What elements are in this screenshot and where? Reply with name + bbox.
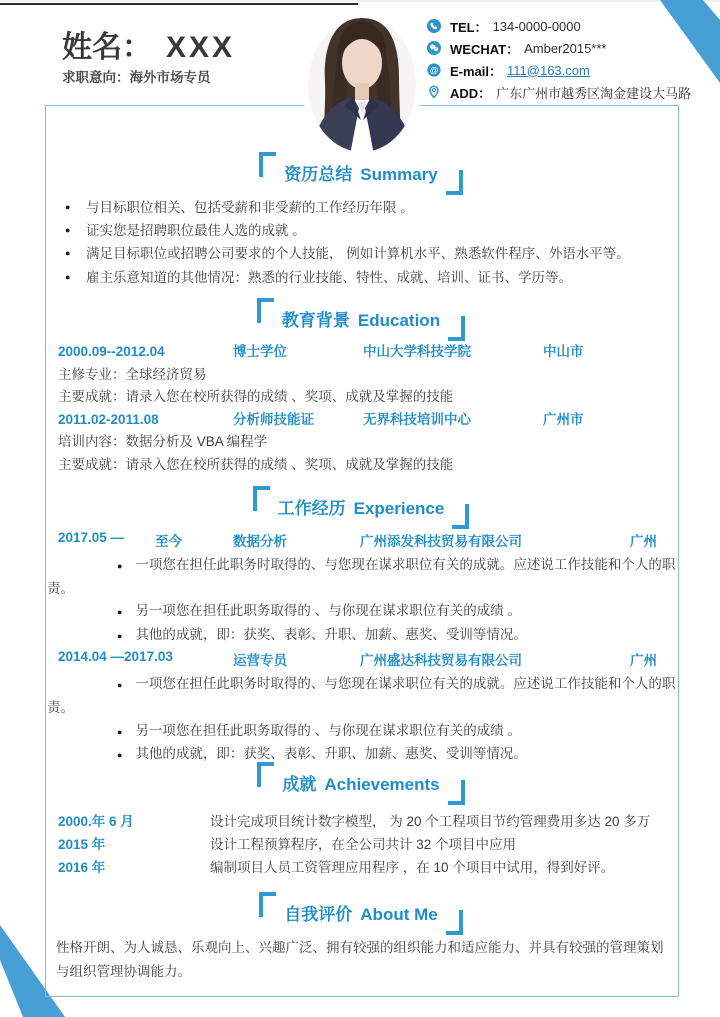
experience-role: 运营专员 xyxy=(233,653,287,669)
summary-title-en: Summary xyxy=(360,165,438,184)
education-period: 2000.09--2012.04 xyxy=(58,344,165,359)
summary-bullet: ● 与目标职位相关、包括受薪和非受薪的工作经历年限 。 xyxy=(65,196,697,219)
contact-block xyxy=(427,15,691,103)
experience-title-zh: 工作经历 xyxy=(277,499,346,518)
experience-entry-head xyxy=(45,530,677,554)
experience-title xyxy=(253,486,470,529)
experience-bullet: ● 一项您在担任此职务时取得的、与您现在谋求职位有关的成就。应述说工作技能和个人的职责。 xyxy=(45,673,677,719)
contact-row-email xyxy=(427,59,691,81)
section-about-header xyxy=(45,892,677,935)
section-education-header xyxy=(45,298,677,341)
education-city: 广州市 xyxy=(543,411,584,427)
achievement-text: 设计完成项目统计数字模型， 为 20 个工程项目节约管理费用多达 20 多万 xyxy=(210,814,651,829)
achievement-row xyxy=(45,856,677,879)
phone-icon xyxy=(427,19,441,33)
achievement-row xyxy=(45,833,677,856)
at-icon xyxy=(427,63,441,77)
location-pin-icon xyxy=(427,85,441,99)
experience-bullet: ● 其他的成就，即：获奖、表彰、升职、加薪、惠奖、受训等情况。 xyxy=(45,743,677,767)
name-heading xyxy=(62,22,235,66)
section-about-body xyxy=(45,936,677,983)
experience-entry xyxy=(45,530,677,647)
education-period: 2011.02-2011.08 xyxy=(58,411,159,427)
experience-bullet: ● 其他的成就，即：获奖、表彰、升职、加薪、惠奖、受训等情况。 xyxy=(45,624,677,648)
achievements-title xyxy=(257,762,464,805)
about-text: 性格开朗、为人诚恳、乐观向上、兴趣广泛、拥有较强的组织能力和适应能力、并具有较强的管理策划与组织管理协调能力。 xyxy=(56,940,664,979)
education-city: 中山市 xyxy=(543,344,584,359)
achievement-date: 2015 年 xyxy=(58,837,106,853)
education-degree: 分析师技能证 xyxy=(233,411,314,427)
experience-entry xyxy=(45,649,677,766)
experience-bullet: ● 另一项您在担任此职务取得的 、与你现在谋求职位有关的成绩 。 xyxy=(45,720,677,744)
achievement-date: 2000.年 6 月 xyxy=(58,814,134,829)
email-link[interactable]: 111@163.com xyxy=(507,62,590,78)
experience-entry-head xyxy=(45,649,677,673)
experience-city: 广州 xyxy=(630,653,657,669)
address-label: ADD： xyxy=(450,85,492,101)
education-school: 中山大学科技学院 xyxy=(363,344,471,359)
name-value: XXX xyxy=(166,31,236,64)
education-detail-line: 主要成就：请录入您在校所获得的成绩 、奖项、成就及掌握的技能 xyxy=(58,456,454,472)
summary-title-zh: 资历总结 xyxy=(284,165,353,184)
contact-row-wechat xyxy=(427,37,691,59)
name-label: 姓名： xyxy=(62,31,152,64)
summary-bullet: ● 满足目标职位或招聘公司要求的个人技能， 例如计算机水平、熟悉软件程序、外语水平等。 xyxy=(65,242,697,265)
section-achievements-header xyxy=(45,762,677,805)
section-experience-header xyxy=(45,486,677,529)
experience-company: 广州添发科技贸易有限公司 xyxy=(360,534,522,549)
section-summary-body xyxy=(45,196,697,289)
experience-title-en: Experience xyxy=(353,499,445,518)
education-degree: 博士学位 xyxy=(233,344,287,359)
section-experience-body xyxy=(45,530,677,767)
experience-bullet: ● 另一项您在担任此职务取得的 、与你现在谋求职位有关的成绩 。 xyxy=(45,600,677,624)
wechat-icon xyxy=(427,41,441,55)
contact-row-address xyxy=(427,81,691,103)
about-title xyxy=(259,892,462,935)
top-scan-line xyxy=(0,3,358,5)
svg-text:@: @ xyxy=(429,64,439,75)
achievement-text: 设计工程预算程序，在全公司共计 32 个项目中应用 xyxy=(210,837,517,853)
wechat-value: Amber2015*** xyxy=(524,40,607,56)
wechat-label: WECHAT： xyxy=(450,41,520,57)
tel-value: 134-0000-0000 xyxy=(492,18,581,34)
experience-until: 至今 xyxy=(155,534,182,549)
education-title-en: Education xyxy=(357,311,441,330)
tel-label: TEL： xyxy=(450,19,488,35)
profile-photo xyxy=(301,10,423,160)
achievement-text: 编制项目人员工资管理应用程序 ，在 10 个项目中试用，得到好评。 xyxy=(210,860,615,876)
achievements-title-zh: 成就 xyxy=(282,775,317,794)
experience-period: 2017.05 — xyxy=(58,530,125,545)
education-detail-line: 主修专业：全球经济贸易 xyxy=(58,366,207,382)
experience-company: 广州盛达科技贸易有限公司 xyxy=(360,653,522,669)
experience-city: 广州 xyxy=(630,534,657,549)
section-education-body xyxy=(45,341,677,477)
about-title-en: About Me xyxy=(360,905,438,924)
summary-bullet: ● 雇主乐意知道的其他情况：熟悉的行业技能、特性、成就、培训、证书、学历等。 xyxy=(65,266,697,289)
achievement-date: 2016 年 xyxy=(58,860,106,876)
section-achievements-body xyxy=(45,810,677,880)
experience-period: 2014.04 —2017.03 xyxy=(58,649,173,665)
address-value: 广东广州市越秀区淘金建设大马路 xyxy=(496,85,692,101)
education-title xyxy=(257,298,465,341)
email-label: E-mail： xyxy=(450,63,503,79)
contact-row-tel xyxy=(427,15,691,37)
education-title-zh: 教育背景 xyxy=(281,311,350,330)
job-intention: 求职意向：海外市场专员 xyxy=(62,70,211,85)
education-school: 无界科技培训中心 xyxy=(363,411,471,427)
achievements-title-en: Achievements xyxy=(324,775,440,794)
summary-bullet: ● 证实您是招聘职位最佳人选的成就 。 xyxy=(65,219,697,242)
education-detail-line: 培训内容：数据分析及 VBA 编程学 xyxy=(58,434,268,450)
education-entry-head xyxy=(45,341,677,364)
about-title-zh: 自我评价 xyxy=(284,905,353,924)
achievement-row xyxy=(45,810,677,833)
experience-bullet: ● 一项您在担任此职务时取得的、与您现在谋求职位有关的成就。应述说工作技能和个人的职责。 xyxy=(45,554,677,600)
education-detail-line: 主要成就：请录入您在校所获得的成绩 、奖项、成就及掌握的技能 xyxy=(58,389,454,405)
education-entry-head xyxy=(45,409,677,432)
experience-role: 数据分析 xyxy=(233,534,287,549)
